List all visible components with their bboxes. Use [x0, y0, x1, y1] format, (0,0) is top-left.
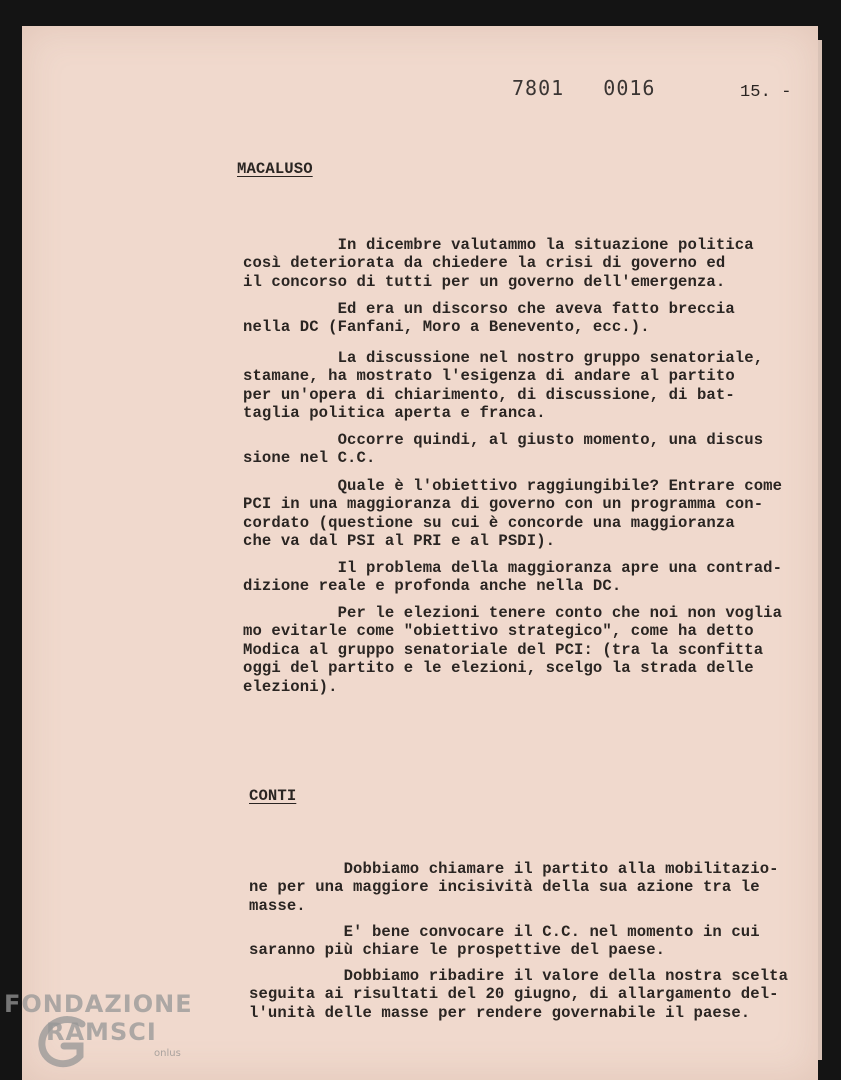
page-edge [818, 40, 822, 1060]
watermark-sub: onlus [154, 1048, 181, 1059]
section-heading-conti: CONTI [249, 787, 297, 805]
page-number: 15. - [740, 83, 792, 102]
paragraph: Il problema della maggioranza apre una contrad- dizione reale e profonda anche nella DC. [243, 558, 783, 596]
paragraph: Dobbiamo chiamare il partito alla mobilitazio- ne per una maggiore incisività della sua azione tra le masse. [249, 859, 779, 915]
watermark-line2: RAMSCI [46, 1018, 157, 1046]
watermark-line1: FONDAZIONE [4, 990, 193, 1018]
paragraph: Ed era un discorso che aveva fatto breccia nella DC (Fanfani, Moro a Benevento, ecc.). [243, 299, 735, 337]
section-heading-macaluso: MACALUSO [237, 160, 313, 178]
paragraph: Per le elezioni tenere conto che noi non voglia mo evitarle come "obiettivo strategico", come ha detto Modica al gruppo senatoriale del PCI: (tra la sconfitta oggi del partito e le elezioni, scelgo la strada delle elezioni). [243, 603, 783, 696]
fondazione-gramsci-watermark [4, 990, 234, 1080]
paragraph: Quale è l'obiettivo raggiungibile? Entrare come PCI in una maggioranza di governo con un programma con- cordato (questione su cui è concorde una maggioranza che va dal PSI al PRI e al PSDI). [243, 476, 783, 551]
paragraph: Dobbiamo ribadire il valore della nostra scelta seguita ai risultati del 20 giugno, di allargamento del- l'unità delle masse per rendere governabile il paese. [249, 966, 789, 1022]
paragraph: La discussione nel nostro gruppo senatoriale, stamane, ha mostrato l'esigenza di andare al partito per un'opera di chiarimento, di discussione, di bat- taglia politica aperta e franca. [243, 348, 764, 423]
paragraph: In dicembre valutammo la situazione politica così deteriorata da chiedere la crisi di governo ed il concorso di tutti per un governo dell'emergenza. [243, 235, 754, 291]
paragraph: E' bene convocare il C.C. nel momento in cui saranno più chiare le prospettive del paese. [249, 922, 760, 960]
archive-code: 7801 0016 [512, 76, 656, 100]
paragraph: Occorre quindi, al giusto momento, una discus sione nel C.C. [243, 430, 764, 468]
